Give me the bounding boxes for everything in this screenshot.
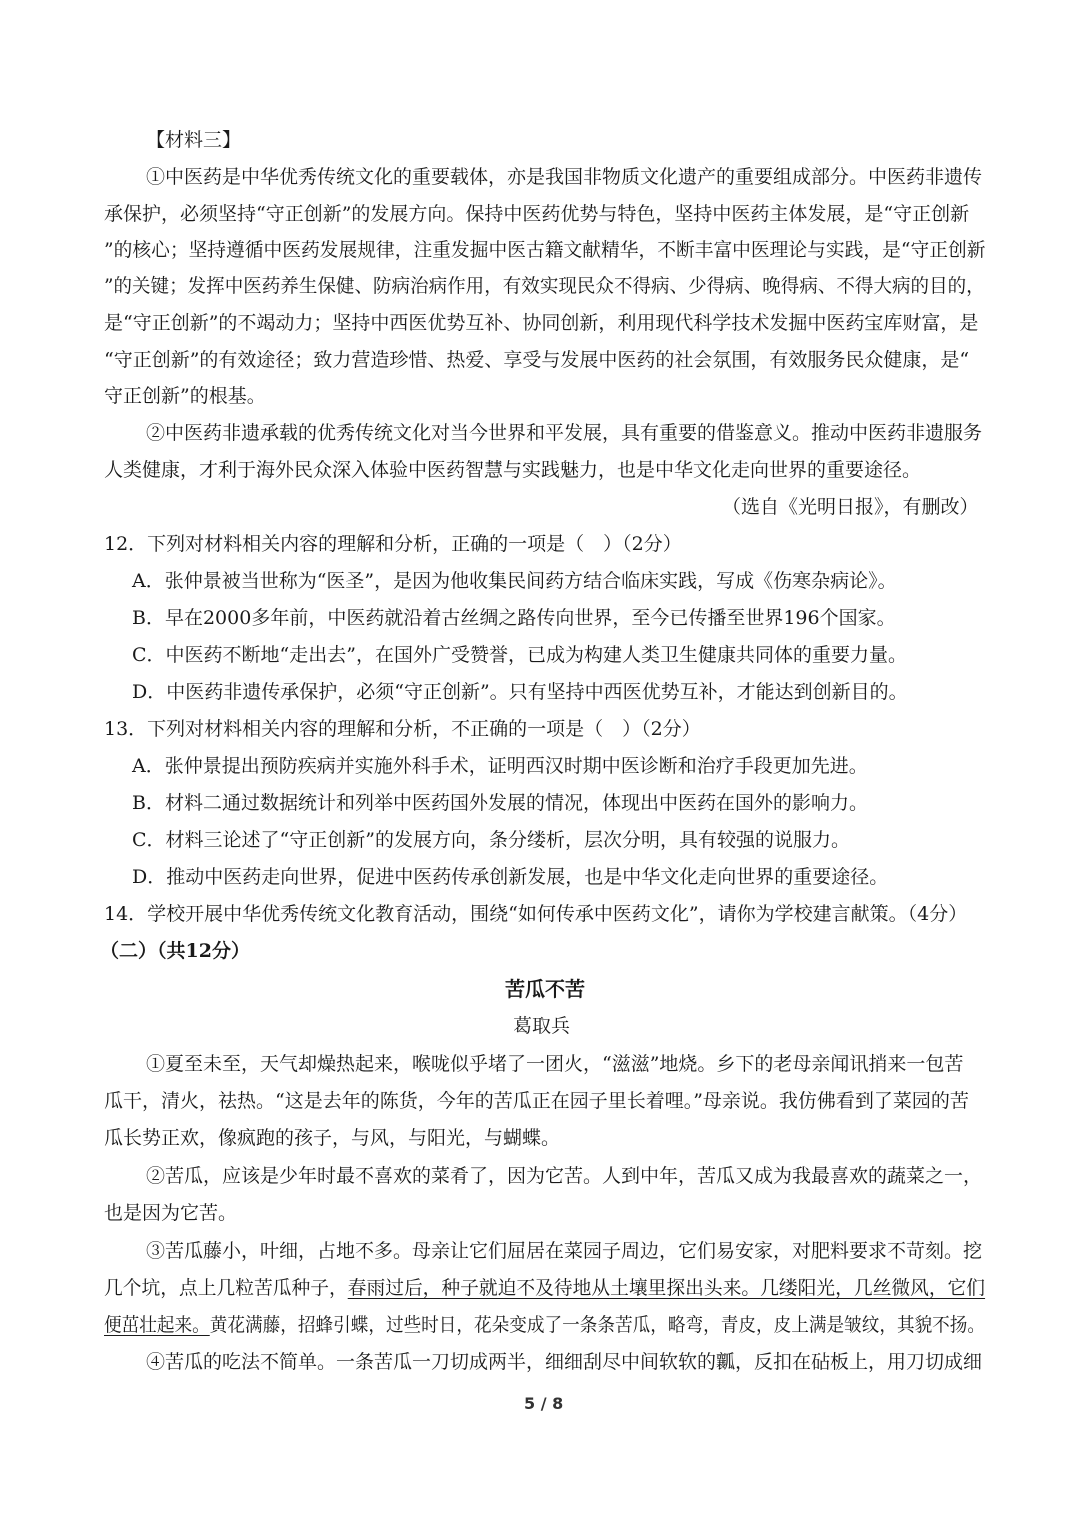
source-citation: （选自《光明日报》，有删改） [722, 496, 979, 518]
text-line: ②苦瓜，应该是少年时最不喜欢的菜肴了，因为它苦。人到中年，苦瓜又成为我最喜欢的蔬菜之一， [146, 1165, 983, 1187]
question-stem: 13．下列对材料相关内容的理解和分析，不正确的一项是（ ）（2分） [104, 718, 701, 740]
text-line: ③苦瓜藤小，叶细，占地不多。母亲让它们屈居在菜园子周边，它们易安家，对肥料要求不苛刻。挖 [146, 1240, 983, 1262]
text-line: ”的关键；发挥中医药养生保健、防病治病作用，有效实现民众不得病、少得病、晚得病、不得大病的目的， [104, 275, 985, 297]
text-line: 也是因为它苦。 [104, 1202, 238, 1224]
text-line: ①中医药是中华优秀传统文化的重要载体，亦是我国非物质文化遗产的重要组成部分。中医药非遗传 [146, 166, 983, 188]
article-author: 葛取兵 [513, 1015, 571, 1037]
text-line: 瓜干，清火，祛热。“这是去年的陈货，今年的苦瓜正在园子里长着哩。”母亲说。我仿佛看到了菜园的苦 [104, 1090, 969, 1112]
option-c: C．中医药不断地“走出去”，在国外广受赞誉，已成为构建人类卫生健康共同体的重要力量。 [132, 644, 907, 666]
underlined-text: 便茁壮起来。 [104, 1314, 210, 1336]
page-number: 5 / 8 [524, 1394, 564, 1413]
text-line: 是“守正创新”的不竭动力；坚持中西医优势互补、协同创新，利用现代科学技术发掘中医药宝库财富，是 [104, 312, 979, 334]
material-heading: 【材料三】 [146, 129, 242, 151]
underlined-text: 春雨过后，种子就迫不及待地从土壤里探出头来。几缕阳光，几丝微风，它们 [347, 1277, 986, 1299]
article-paragraph-4: ④苦瓜的吃法不简单。一条苦瓜一刀切成两半，细细刮尽中间软软的瓤，反扣在砧板上，用刀切成细 [146, 1351, 983, 1373]
option-b: B．早在2000多年前，中医药就沿着古丝绸之路传向世界，至今已传播至世界196个国家。 [132, 607, 896, 629]
plain-text: 黄花满藤，招蜂引蝶，过些时日，花朵变成了一条条苦瓜，略弯，青皮，皮上满是皱纹，其貌不扬。 [209, 1314, 986, 1336]
option-c: C．材料三论述了“守正创新”的发展方向，条分缕析，层次分明，具有较强的说服力。 [132, 829, 850, 851]
text-line: 承保护，必须坚持“守正创新”的发展方向。保持中医药优势与特色，坚持中医药主体发展，是“守正创新 [104, 203, 970, 225]
question-stem: 12．下列对材料相关内容的理解和分析，正确的一项是（ ）（2分） [104, 533, 682, 555]
text-line: ”的核心；坚持遵循中医药发展规律，注重发掘中医古籍文献精华，不断丰富中医理论与实践，是“守正创新 [104, 239, 986, 261]
text-line: ①夏至未至，天气却燥热起来，喉咙似乎堵了一团火，“滋滋”地烧。乡下的老母亲闻讯捎来一包苦 [146, 1053, 964, 1075]
text-line: 人类健康，才利于海外民众深入体验中医药智慧与实践魅力，也是中华文化走向世界的重要途径。 [104, 459, 922, 481]
text-line: ②中医药非遗承载的优秀传统文化对当今世界和平发展，具有重要的借鉴意义。推动中医药非遗服务 [146, 422, 983, 444]
section-heading: （二）（共12分） [100, 940, 250, 962]
plain-text: 几个坑，点上几粒苦瓜种子， [104, 1277, 348, 1299]
text-line: 瓜长势正欢，像疯跑的孩子，与风，与阳光，与蝴蝶。 [104, 1127, 561, 1149]
option-a: A．张仲景提出预防疾病并实施外科手术，证明西汉时期中医诊断和治疗手段更加先进。 [132, 755, 868, 777]
option-d: D．中医药非遗传承保护，必须“守正创新”。只有坚持中西医优势互补，才能达到创新目的。 [132, 681, 908, 703]
option-a: A．张仲景被当世称为“医圣”，是因为他收集民间药方结合临床实践，写成《伤寒杂病论》。 [132, 570, 897, 592]
text-line: “守正创新”的有效途径；致力营造珍惜、热爱、享受与发展中医药的社会氛围，有效服务民众健康，是“ [104, 349, 970, 371]
text-line: 守正创新”的根基。 [104, 385, 266, 407]
option-b: B．材料二通过数据统计和列举中医药国外发展的情况，体现出中医药在国外的影响力。 [132, 792, 868, 814]
text-line [104, 1313, 985, 1337]
option-d: D．推动中医药走向世界，促进中医药传承创新发展，也是中华文化走向世界的重要途径。 [132, 866, 889, 888]
text-line [104, 1276, 985, 1300]
question-14: 14．学校开展中华优秀传统文化教育活动，围绕“如何传承中医药文化”，请你为学校建言献策。（4分） [104, 903, 968, 925]
article-title: 苦瓜不苦 [505, 977, 585, 1001]
